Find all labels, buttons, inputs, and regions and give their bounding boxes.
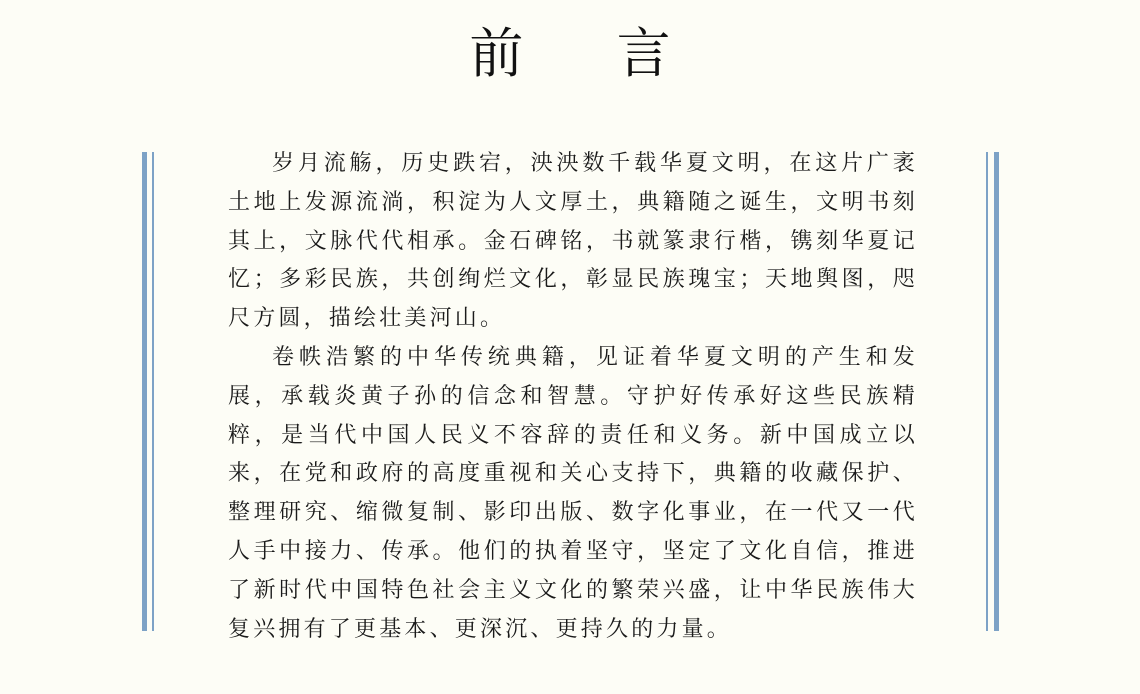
paragraph-2: 卷帙浩繁的中华传统典籍，见证着华夏文明的产生和发展，承载炎黄子孙的信念和智慧。守护好传承好这些民族精粹，是当代中国人民义不容辞的责任和义务。新中国成立以来，在党和政府的高度重视和关心支持下，典籍的收藏保护、整理研究、缩微复制、影印出版、数字化事业，在一代又一代人手中接力、传承。他们的执着坚守，坚定了文化自信，推进了新时代中国特色社会主义文化的繁荣兴盛，让中华民族伟大复兴拥有了更基本、更深沉、更持久的力量。 (228, 344, 918, 642)
left-border-thick (142, 152, 147, 631)
preface-body (228, 145, 918, 649)
right-border-thin (986, 152, 988, 631)
right-border-thick (994, 152, 999, 631)
paragraph-1: 岁月流觞，历史跌宕，泱泱数千载华夏文明，在这片广袤土地上发源流淌，积淀为人文厚土，典籍随之诞生，文明书刻其上，文脉代代相承。金石碑铭，书就篆隶行楷，镌刻华夏记忆；多彩民族，共创绚烂文化，彰显民族瑰宝；天地舆图，咫尺方圆，描绘壮美河山。 (228, 151, 918, 332)
page-title: 前 言 (469, 22, 709, 85)
left-border-thin (152, 152, 154, 631)
